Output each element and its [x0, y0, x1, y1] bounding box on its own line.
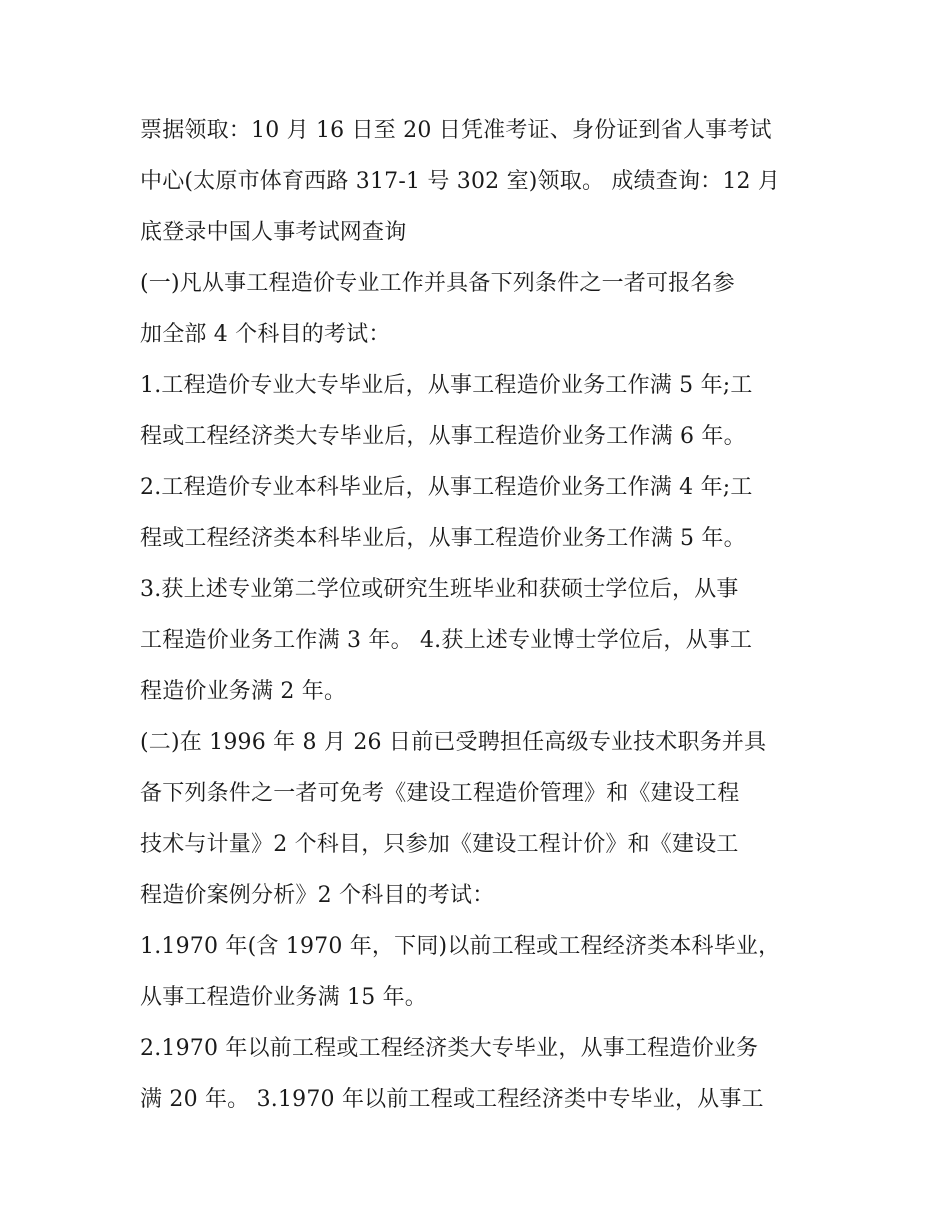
text-line-3: 底登录中国人事考试网查询 — [140, 220, 407, 245]
text-line-1: 票据领取：10 月 16 日至 20 日凭准考证、身份证到省人事考试 — [140, 118, 772, 143]
text-line-15: 技术与计量》2 个科目，只参加《建设工程计价》和《建设工 — [140, 832, 739, 857]
text-line-12: 程造价业务满 2 年。 — [140, 679, 347, 704]
text-line-8: 2.工程造价专业本科毕业后，从事工程造价业务工作满 4 年;工 — [140, 475, 753, 500]
text-line-17: 1.1970 年(含 1970 年，下同)以前工程或工程经济类本科毕业， — [140, 934, 781, 959]
text-line-18: 从事工程造价业务满 15 年。 — [140, 985, 427, 1010]
text-line-11: 工程造价业务工作满 3 年。 4.获上述专业博士学位后，从事工 — [140, 628, 753, 653]
text-line-7: 程或工程经济类大专毕业后，从事工程造价业务工作满 6 年。 — [140, 424, 746, 449]
text-line-13: (二)在 1996 年 8 月 26 日前已受聘担任高级专业技术职务并具 — [140, 730, 767, 755]
document-body — [140, 105, 820, 1125]
text-line-14: 备下列条件之一者可免考《建设工程造价管理》和《建设工程 — [140, 781, 740, 806]
text-line-6: 1.工程造价专业大专毕业后，从事工程造价业务工作满 5 年;工 — [140, 373, 753, 398]
text-line-20: 满 20 年。 3.1970 年以前工程或工程经济类中专毕业，从事工 — [140, 1087, 764, 1112]
text-line-10: 3.获上述专业第二学位或研究生班毕业和获硕士学位后，从事 — [140, 577, 739, 602]
text-line-5: 加全部 4 个科目的考试： — [140, 322, 391, 347]
text-line-9: 程或工程经济类本科毕业后，从事工程造价业务工作满 5 年。 — [140, 526, 746, 551]
text-line-2: 中心(太原市体育西路 317-1 号 302 室)领取。 成绩查询：12 月 — [140, 169, 781, 194]
text-line-19: 2.1970 年以前工程或工程经济类大专毕业，从事工程造价业务 — [140, 1036, 759, 1061]
text-line-16: 程造价案例分析》2 个科目的考试： — [140, 883, 495, 908]
text-line-4: (一)凡从事工程造价专业工作并具备下列条件之一者可报名参 — [140, 271, 735, 296]
